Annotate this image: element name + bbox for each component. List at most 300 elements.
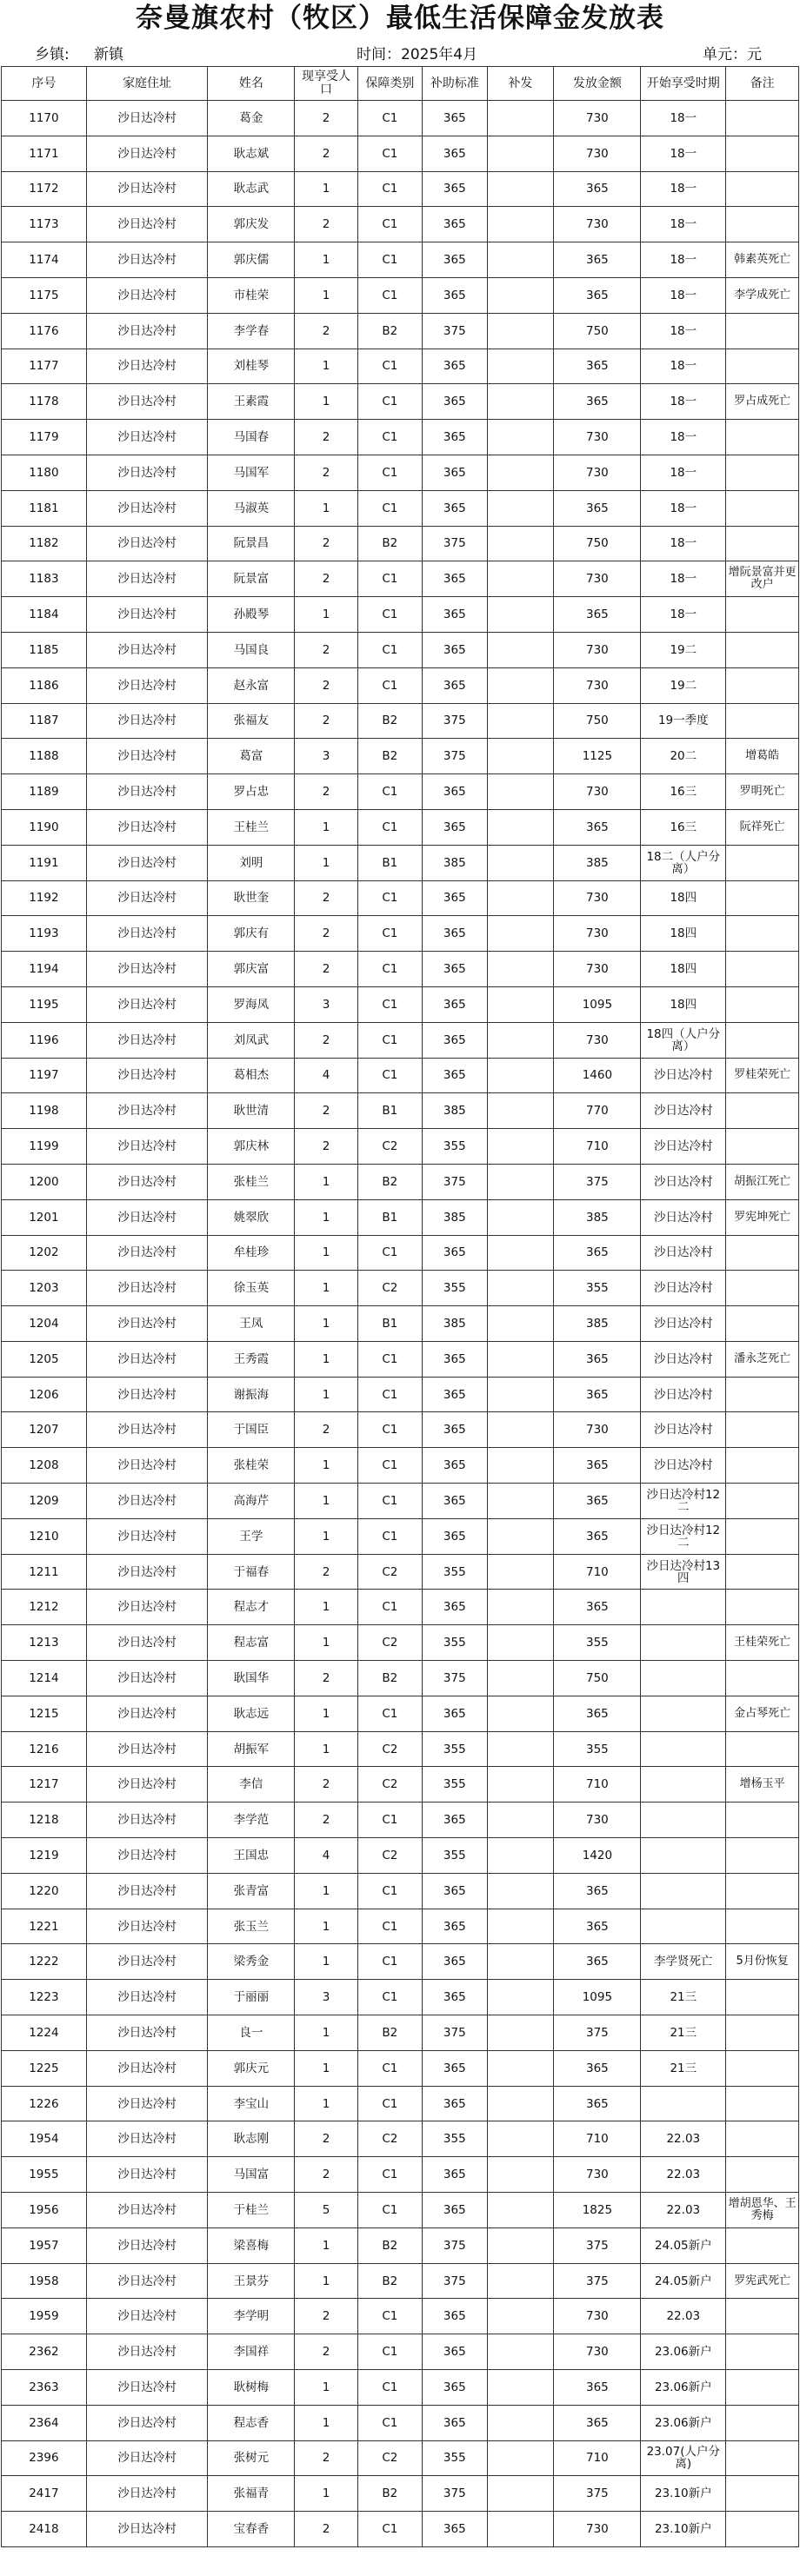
seq-cell: 1173 xyxy=(2,207,87,242)
supplement-cell xyxy=(487,1271,554,1306)
address-cell: 沙日达冷村 xyxy=(86,2121,208,2157)
people-cell: 2 xyxy=(295,1767,357,1803)
standard-cell: 365 xyxy=(423,1696,487,1731)
people-cell: 2 xyxy=(295,2334,357,2370)
seq-cell: 1218 xyxy=(2,1803,87,1838)
remark-cell xyxy=(726,1731,799,1767)
table-row xyxy=(2,1164,799,1199)
address-cell: 沙日达冷村 xyxy=(86,1696,208,1731)
name-cell: 马淑英 xyxy=(208,490,295,526)
remark-cell xyxy=(726,2121,799,2157)
remark-cell xyxy=(726,1554,799,1590)
seq-cell: 1193 xyxy=(2,916,87,952)
name-cell: 梁秀金 xyxy=(208,1944,295,1980)
category-cell: B1 xyxy=(357,845,422,880)
seq-cell: 1179 xyxy=(2,420,87,455)
standard-cell: 385 xyxy=(423,1306,487,1342)
supplement-cell xyxy=(487,2299,554,2334)
table-row xyxy=(2,313,799,349)
category-cell: C1 xyxy=(357,101,422,136)
start-cell xyxy=(641,1731,726,1767)
category-cell: C2 xyxy=(357,1554,422,1590)
people-cell: 1 xyxy=(295,1696,357,1731)
header-col-people: 现享受人口 xyxy=(295,67,357,101)
seq-cell: 2364 xyxy=(2,2405,87,2440)
remark-cell xyxy=(726,2227,799,2263)
category-cell: C1 xyxy=(357,171,422,207)
category-cell: C1 xyxy=(357,1518,422,1554)
address-cell: 沙日达冷村 xyxy=(86,1590,208,1625)
table-row xyxy=(2,2334,799,2370)
supplement-cell xyxy=(487,1058,554,1093)
standard-cell: 365 xyxy=(423,1944,487,1980)
supplement-cell xyxy=(487,1554,554,1590)
standard-cell: 365 xyxy=(423,490,487,526)
start-cell: 18四 xyxy=(641,986,726,1022)
address-cell: 沙日达冷村 xyxy=(86,1731,208,1767)
remark-cell xyxy=(726,667,799,703)
name-cell: 于福春 xyxy=(208,1554,295,1590)
amount-cell: 385 xyxy=(554,1306,641,1342)
supplement-cell xyxy=(487,1838,554,1874)
table-row xyxy=(2,2476,799,2512)
seq-cell: 2418 xyxy=(2,2512,87,2547)
remark-cell xyxy=(726,2086,799,2121)
amount-cell: 750 xyxy=(554,526,641,561)
seq-cell: 1954 xyxy=(2,2121,87,2157)
table-row xyxy=(2,2299,799,2334)
address-cell: 沙日达冷村 xyxy=(86,2050,208,2086)
people-cell: 1 xyxy=(295,1341,357,1377)
address-cell: 沙日达冷村 xyxy=(86,277,208,313)
address-cell: 沙日达冷村 xyxy=(86,1803,208,1838)
seq-cell: 1217 xyxy=(2,1767,87,1803)
table-row xyxy=(2,1838,799,1874)
standard-cell: 375 xyxy=(423,2015,487,2051)
people-cell: 1 xyxy=(295,2050,357,2086)
supplement-cell xyxy=(487,1909,554,1944)
name-cell: 王景芬 xyxy=(208,2263,295,2299)
supplement-cell xyxy=(487,2227,554,2263)
category-cell: C1 xyxy=(357,809,422,845)
address-cell: 沙日达冷村 xyxy=(86,384,208,420)
category-cell: C1 xyxy=(357,1058,422,1093)
people-cell: 1 xyxy=(295,1909,357,1944)
table-row xyxy=(2,349,799,384)
supplement-cell xyxy=(487,1767,554,1803)
table-row xyxy=(2,1767,799,1803)
remark-cell xyxy=(726,420,799,455)
address-cell: 沙日达冷村 xyxy=(86,1377,208,1412)
supplement-cell xyxy=(487,2405,554,2440)
supplement-cell xyxy=(487,880,554,916)
start-cell: 沙日达冷村 xyxy=(641,1199,726,1235)
supplement-cell xyxy=(487,703,554,739)
seq-cell: 1184 xyxy=(2,597,87,633)
amount-cell: 365 xyxy=(554,1696,641,1731)
address-cell: 沙日达冷村 xyxy=(86,2476,208,2512)
category-cell: B2 xyxy=(357,2476,422,2512)
category-cell: C1 xyxy=(357,1341,422,1377)
standard-cell: 365 xyxy=(423,986,487,1022)
allowance-table xyxy=(1,66,799,2547)
remark-cell: 5月份恢复 xyxy=(726,1944,799,1980)
seq-cell: 1189 xyxy=(2,774,87,810)
table-row xyxy=(2,526,799,561)
start-cell: 李学贤死亡 xyxy=(641,1944,726,1980)
category-cell: B2 xyxy=(357,2263,422,2299)
category-cell: C1 xyxy=(357,2299,422,2334)
amount-cell: 1420 xyxy=(554,1838,641,1874)
start-cell: 24.05新户 xyxy=(641,2263,726,2299)
table-row xyxy=(2,455,799,490)
seq-cell: 1956 xyxy=(2,2193,87,2228)
start-cell xyxy=(641,1803,726,1838)
remark-cell: 罗宪武死亡 xyxy=(726,2263,799,2299)
seq-cell: 1205 xyxy=(2,1341,87,1377)
seq-cell: 2417 xyxy=(2,2476,87,2512)
amount-cell: 730 xyxy=(554,207,641,242)
address-cell: 沙日达冷村 xyxy=(86,2299,208,2334)
category-cell: C2 xyxy=(357,1731,422,1767)
start-cell: 21三 xyxy=(641,1980,726,2015)
address-cell: 沙日达冷村 xyxy=(86,1625,208,1661)
people-cell: 2 xyxy=(295,2157,357,2193)
start-cell: 18一 xyxy=(641,349,726,384)
start-cell: 18一 xyxy=(641,136,726,171)
address-cell: 沙日达冷村 xyxy=(86,1058,208,1093)
remark-cell xyxy=(726,597,799,633)
category-cell: B1 xyxy=(357,1199,422,1235)
remark-cell xyxy=(726,101,799,136)
supplement-cell xyxy=(487,420,554,455)
category-cell: C1 xyxy=(357,1696,422,1731)
supplement-cell xyxy=(487,136,554,171)
address-cell: 沙日达冷村 xyxy=(86,1980,208,2015)
name-cell: 李学范 xyxy=(208,1803,295,1838)
category-cell: B2 xyxy=(357,526,422,561)
people-cell: 2 xyxy=(295,1554,357,1590)
remark-cell: 阮祥死亡 xyxy=(726,809,799,845)
start-cell: 沙日达冷村 xyxy=(641,1129,726,1165)
seq-cell: 1213 xyxy=(2,1625,87,1661)
standard-cell: 365 xyxy=(423,2299,487,2334)
table-row xyxy=(2,171,799,207)
name-cell: 马国良 xyxy=(208,632,295,667)
start-cell: 21三 xyxy=(641,2050,726,2086)
standard-cell: 375 xyxy=(423,1164,487,1199)
supplement-cell xyxy=(487,1199,554,1235)
start-cell xyxy=(641,1838,726,1874)
seq-cell: 2362 xyxy=(2,2334,87,2370)
people-cell: 1 xyxy=(295,2015,357,2051)
people-cell: 2 xyxy=(295,703,357,739)
category-cell: C1 xyxy=(357,1980,422,2015)
standard-cell: 365 xyxy=(423,2512,487,2547)
standard-cell: 355 xyxy=(423,1767,487,1803)
address-cell: 沙日达冷村 xyxy=(86,1199,208,1235)
people-cell: 1 xyxy=(295,1199,357,1235)
seq-cell: 1203 xyxy=(2,1271,87,1306)
start-cell: 16三 xyxy=(641,774,726,810)
name-cell: 谢振海 xyxy=(208,1377,295,1412)
supplement-cell xyxy=(487,2015,554,2051)
remark-cell: 潘永芝死亡 xyxy=(726,1341,799,1377)
category-cell: C1 xyxy=(357,2193,422,2228)
address-cell: 沙日达冷村 xyxy=(86,2227,208,2263)
start-cell: 18一 xyxy=(641,207,726,242)
header-col-name: 姓名 xyxy=(208,67,295,101)
people-cell: 1 xyxy=(295,1448,357,1484)
remark-cell xyxy=(726,2157,799,2193)
remark-cell xyxy=(726,2512,799,2547)
standard-cell: 365 xyxy=(423,632,487,667)
people-cell: 3 xyxy=(295,739,357,774)
amount-cell: 365 xyxy=(554,2050,641,2086)
address-cell: 沙日达冷村 xyxy=(86,242,208,278)
table-row xyxy=(2,242,799,278)
standard-cell: 365 xyxy=(423,880,487,916)
name-cell: 马国春 xyxy=(208,420,295,455)
remark-cell xyxy=(726,916,799,952)
amount-cell: 730 xyxy=(554,101,641,136)
seq-cell: 1194 xyxy=(2,952,87,987)
name-cell: 程志香 xyxy=(208,2405,295,2440)
supplement-cell xyxy=(487,1377,554,1412)
start-cell xyxy=(641,1873,726,1909)
remark-cell: 罗明死亡 xyxy=(726,774,799,810)
people-cell: 2 xyxy=(295,313,357,349)
category-cell: C2 xyxy=(357,2440,422,2476)
table-row xyxy=(2,207,799,242)
seq-cell: 1207 xyxy=(2,1412,87,1448)
table-row xyxy=(2,667,799,703)
people-cell: 4 xyxy=(295,1058,357,1093)
people-cell: 1 xyxy=(295,2476,357,2512)
people-cell: 2 xyxy=(295,1661,357,1696)
amount-cell: 730 xyxy=(554,880,641,916)
supplement-cell xyxy=(487,2157,554,2193)
start-cell: 沙日达冷村12二 xyxy=(641,1484,726,1519)
amount-cell: 365 xyxy=(554,1484,641,1519)
seq-cell: 1957 xyxy=(2,2227,87,2263)
table-row xyxy=(2,561,799,597)
amount-cell: 730 xyxy=(554,1412,641,1448)
name-cell: 良一 xyxy=(208,2015,295,2051)
category-cell: C1 xyxy=(357,667,422,703)
standard-cell: 365 xyxy=(423,2157,487,2193)
table-header-row xyxy=(2,67,799,101)
category-cell: C1 xyxy=(357,1803,422,1838)
start-cell: 沙日达冷村 xyxy=(641,1377,726,1412)
standard-cell: 365 xyxy=(423,1058,487,1093)
people-cell: 2 xyxy=(295,1022,357,1058)
seq-cell: 1185 xyxy=(2,632,87,667)
table-row xyxy=(2,2263,799,2299)
address-cell: 沙日达冷村 xyxy=(86,2370,208,2406)
standard-cell: 375 xyxy=(423,2263,487,2299)
people-cell: 1 xyxy=(295,1590,357,1625)
category-cell: C1 xyxy=(357,2334,422,2370)
category-cell: C1 xyxy=(357,384,422,420)
table-row xyxy=(2,2512,799,2547)
start-cell: 23.10新户 xyxy=(641,2476,726,2512)
amount-cell: 730 xyxy=(554,136,641,171)
table-row xyxy=(2,1803,799,1838)
category-cell: C1 xyxy=(357,2157,422,2193)
standard-cell: 365 xyxy=(423,2334,487,2370)
seq-cell: 1182 xyxy=(2,526,87,561)
table-row xyxy=(2,2086,799,2121)
category-cell: C1 xyxy=(357,952,422,987)
amount-cell: 710 xyxy=(554,1554,641,1590)
supplement-cell xyxy=(487,526,554,561)
table-row xyxy=(2,1909,799,1944)
amount-cell: 730 xyxy=(554,2299,641,2334)
category-cell: C2 xyxy=(357,1625,422,1661)
seq-cell: 1174 xyxy=(2,242,87,278)
name-cell: 葛金 xyxy=(208,101,295,136)
address-cell: 沙日达冷村 xyxy=(86,667,208,703)
seq-cell: 1211 xyxy=(2,1554,87,1590)
remark-cell xyxy=(726,526,799,561)
address-cell: 沙日达冷村 xyxy=(86,2263,208,2299)
category-cell: C1 xyxy=(357,1909,422,1944)
supplement-cell xyxy=(487,1022,554,1058)
table-row xyxy=(2,2405,799,2440)
category-cell: C1 xyxy=(357,1484,422,1519)
name-cell: 程志富 xyxy=(208,1625,295,1661)
supplement-cell xyxy=(487,207,554,242)
remark-cell xyxy=(726,2334,799,2370)
table-row xyxy=(2,2121,799,2157)
header-col-amount: 发放金额 xyxy=(554,67,641,101)
supplement-cell xyxy=(487,1412,554,1448)
table-row xyxy=(2,1518,799,1554)
people-cell: 2 xyxy=(295,207,357,242)
table-row xyxy=(2,952,799,987)
supplement-cell xyxy=(487,632,554,667)
standard-cell: 365 xyxy=(423,916,487,952)
seq-cell: 2363 xyxy=(2,2370,87,2406)
supplement-cell xyxy=(487,1448,554,1484)
amount-cell: 730 xyxy=(554,420,641,455)
standard-cell: 355 xyxy=(423,1129,487,1165)
seq-cell: 1206 xyxy=(2,1377,87,1412)
people-cell: 1 xyxy=(295,1235,357,1271)
standard-cell: 365 xyxy=(423,2050,487,2086)
start-cell xyxy=(641,2086,726,2121)
name-cell: 张青富 xyxy=(208,1873,295,1909)
address-cell: 沙日达冷村 xyxy=(86,490,208,526)
remark-cell xyxy=(726,986,799,1022)
remark-cell: 李学成死亡 xyxy=(726,277,799,313)
category-cell: C2 xyxy=(357,1271,422,1306)
start-cell: 18一 xyxy=(641,561,726,597)
remark-cell xyxy=(726,1980,799,2015)
people-cell: 2 xyxy=(295,2299,357,2334)
address-cell: 沙日达冷村 xyxy=(86,986,208,1022)
people-cell: 1 xyxy=(295,242,357,278)
standard-cell: 385 xyxy=(423,1199,487,1235)
name-cell: 刘桂琴 xyxy=(208,349,295,384)
supplement-cell xyxy=(487,1129,554,1165)
start-cell: 沙日达冷村 xyxy=(641,1412,726,1448)
address-cell: 沙日达冷村 xyxy=(86,2334,208,2370)
category-cell: C1 xyxy=(357,455,422,490)
start-cell: 22.03 xyxy=(641,2157,726,2193)
category-cell: C1 xyxy=(357,1022,422,1058)
amount-cell: 365 xyxy=(554,349,641,384)
category-cell: C1 xyxy=(357,2086,422,2121)
table-row xyxy=(2,1093,799,1129)
category-cell: C1 xyxy=(357,2405,422,2440)
people-cell: 2 xyxy=(295,2512,357,2547)
category-cell: C1 xyxy=(357,597,422,633)
supplement-cell xyxy=(487,1696,554,1731)
table-row xyxy=(2,880,799,916)
standard-cell: 365 xyxy=(423,1412,487,1448)
name-cell: 罗海凤 xyxy=(208,986,295,1022)
standard-cell: 375 xyxy=(423,526,487,561)
table-row xyxy=(2,2193,799,2228)
category-cell: C1 xyxy=(357,986,422,1022)
category-cell: B2 xyxy=(357,739,422,774)
supplement-cell xyxy=(487,916,554,952)
start-cell: 沙日达冷村 xyxy=(641,1448,726,1484)
supplement-cell xyxy=(487,1518,554,1554)
name-cell: 张福青 xyxy=(208,2476,295,2512)
seq-cell: 1209 xyxy=(2,1484,87,1519)
standard-cell: 365 xyxy=(423,1803,487,1838)
category-cell: C2 xyxy=(357,2121,422,2157)
remark-cell xyxy=(726,1873,799,1909)
address-cell: 沙日达冷村 xyxy=(86,561,208,597)
seq-cell: 1202 xyxy=(2,1235,87,1271)
name-cell: 李学春 xyxy=(208,313,295,349)
amount-cell: 365 xyxy=(554,1944,641,1980)
table-row xyxy=(2,916,799,952)
remark-cell xyxy=(726,2440,799,2476)
start-cell: 18一 xyxy=(641,455,726,490)
address-cell: 沙日达冷村 xyxy=(86,420,208,455)
table-row xyxy=(2,2370,799,2406)
remark-cell xyxy=(726,845,799,880)
start-cell: 18一 xyxy=(641,101,726,136)
amount-cell: 730 xyxy=(554,455,641,490)
table-row xyxy=(2,1554,799,1590)
address-cell: 沙日达冷村 xyxy=(86,2440,208,2476)
amount-cell: 365 xyxy=(554,2086,641,2121)
name-cell: 郭庆有 xyxy=(208,916,295,952)
remark-cell xyxy=(726,952,799,987)
table-row xyxy=(2,101,799,136)
amount-cell: 1825 xyxy=(554,2193,641,2228)
amount-cell: 385 xyxy=(554,1199,641,1235)
supplement-cell xyxy=(487,2440,554,2476)
seq-cell: 1220 xyxy=(2,1873,87,1909)
seq-cell: 1955 xyxy=(2,2157,87,2193)
start-cell xyxy=(641,1661,726,1696)
start-cell: 沙日达冷村 xyxy=(641,1164,726,1199)
standard-cell: 365 xyxy=(423,2193,487,2228)
name-cell: 郭庆元 xyxy=(208,2050,295,2086)
table-row xyxy=(2,1696,799,1731)
supplement-cell xyxy=(487,2086,554,2121)
address-cell: 沙日达冷村 xyxy=(86,2086,208,2121)
standard-cell: 355 xyxy=(423,1625,487,1661)
address-cell: 沙日达冷村 xyxy=(86,1661,208,1696)
